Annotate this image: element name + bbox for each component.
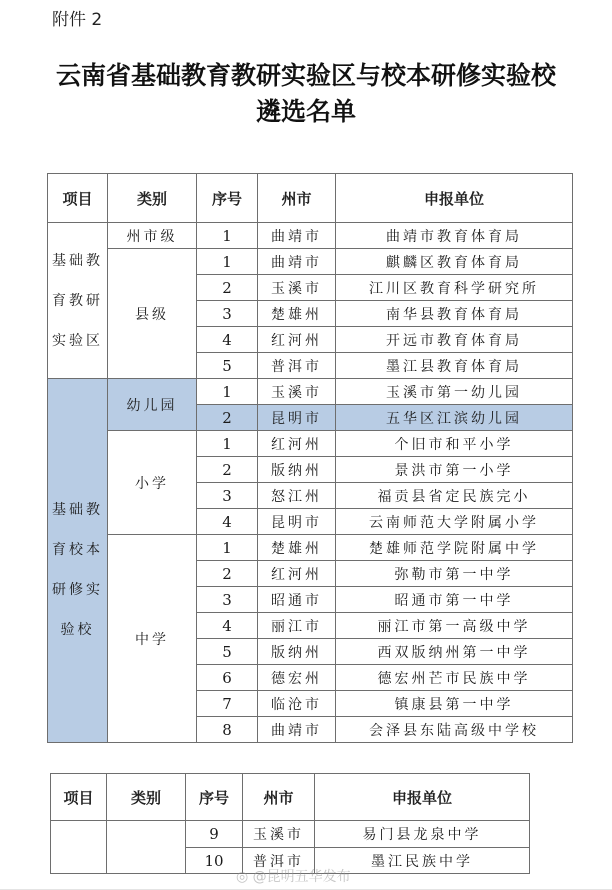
table-row: 3 昭通市 昭通市第一中学	[48, 587, 573, 613]
category-cell: 幼儿园	[108, 379, 197, 431]
table-row: 6 德宏州 德宏州芒市民族中学	[48, 665, 573, 691]
selection-list-table	[47, 173, 573, 743]
table-header-row	[51, 774, 530, 821]
header-project: 项目	[48, 174, 108, 223]
watermark-text: @昆明五华发布	[252, 869, 351, 885]
table-row: 基础教 育校本 研修实 验校 幼儿园 1 玉溪市 玉溪市第一幼儿园	[48, 379, 573, 405]
table-row: 4 红河州 开远市教育体育局	[48, 327, 573, 353]
table-row: 2 版纳州 景洪市第一小学	[48, 457, 573, 483]
weibo-icon: ◎	[236, 869, 249, 885]
header-seq: 序号	[197, 174, 258, 223]
table-row: 4 丽江市 丽江市第一高级中学	[48, 613, 573, 639]
table-row: 5 版纳州 西双版纳州第一中学	[48, 639, 573, 665]
project-cell-empty	[51, 821, 107, 874]
table-row: 5 普洱市 墨江县教育体育局	[48, 353, 573, 379]
table-header-row	[48, 174, 573, 223]
header-category: 类别	[108, 174, 197, 223]
header-city: 州市	[258, 174, 336, 223]
table-row: 2 玉溪市 江川区教育科学研究所	[48, 275, 573, 301]
table-row: 小学 1 红河州 个旧市和平小学	[48, 431, 573, 457]
category-cell: 县级	[108, 249, 197, 379]
project-cell-pilot-school: 基础教 育校本 研修实 验校	[48, 379, 108, 743]
table-row-highlighted: 2 昆明市 五华区江滨幼儿园	[48, 405, 573, 431]
table-row: 4 昆明市 云南师范大学附属小学	[48, 509, 573, 535]
table-row: 基础教 育教研 实验区 州市级 1 曲靖市 曲靖市教育体育局	[48, 223, 573, 249]
table-row: 中学 1 楚雄州 楚雄师范学院附属中学	[48, 535, 573, 561]
category-cell: 小学	[108, 431, 197, 535]
attachment-label: 附件 2	[52, 10, 103, 30]
document-subtitle: 遴选名单	[255, 97, 356, 126]
table-row: 10 普洱市 墨江民族中学	[51, 848, 530, 874]
table-row: 9 玉溪市 易门县龙泉中学	[51, 821, 530, 848]
header-unit: 申报单位	[336, 174, 573, 223]
category-cell: 州市级	[108, 223, 197, 249]
header-seq: 序号	[186, 774, 243, 821]
continued-table	[50, 773, 530, 874]
project-cell-research-zone: 基础教 育教研 实验区	[48, 223, 108, 379]
header-unit: 申报单位	[315, 774, 530, 821]
category-cell-empty	[107, 821, 186, 874]
table-row: 3 怒江州 福贡县省定民族完小	[48, 483, 573, 509]
table-row: 7 临沧市 镇康县第一中学	[48, 691, 573, 717]
header-city: 州市	[243, 774, 315, 821]
watermark	[236, 866, 351, 886]
table-row: 2 红河州 弥勒市第一中学	[48, 561, 573, 587]
header-category: 类别	[107, 774, 186, 821]
category-cell: 中学	[108, 535, 197, 743]
table-row: 3 楚雄州 南华县教育体育局	[48, 301, 573, 327]
header-project: 项目	[51, 774, 107, 821]
table-row: 8 曲靖市 会泽县东陆高级中学校	[48, 717, 573, 743]
table-row: 县级 1 曲靖市 麒麟区教育体育局	[48, 249, 573, 275]
document-title: 云南省基础教育教研实验区与校本研修实验校	[55, 61, 556, 90]
